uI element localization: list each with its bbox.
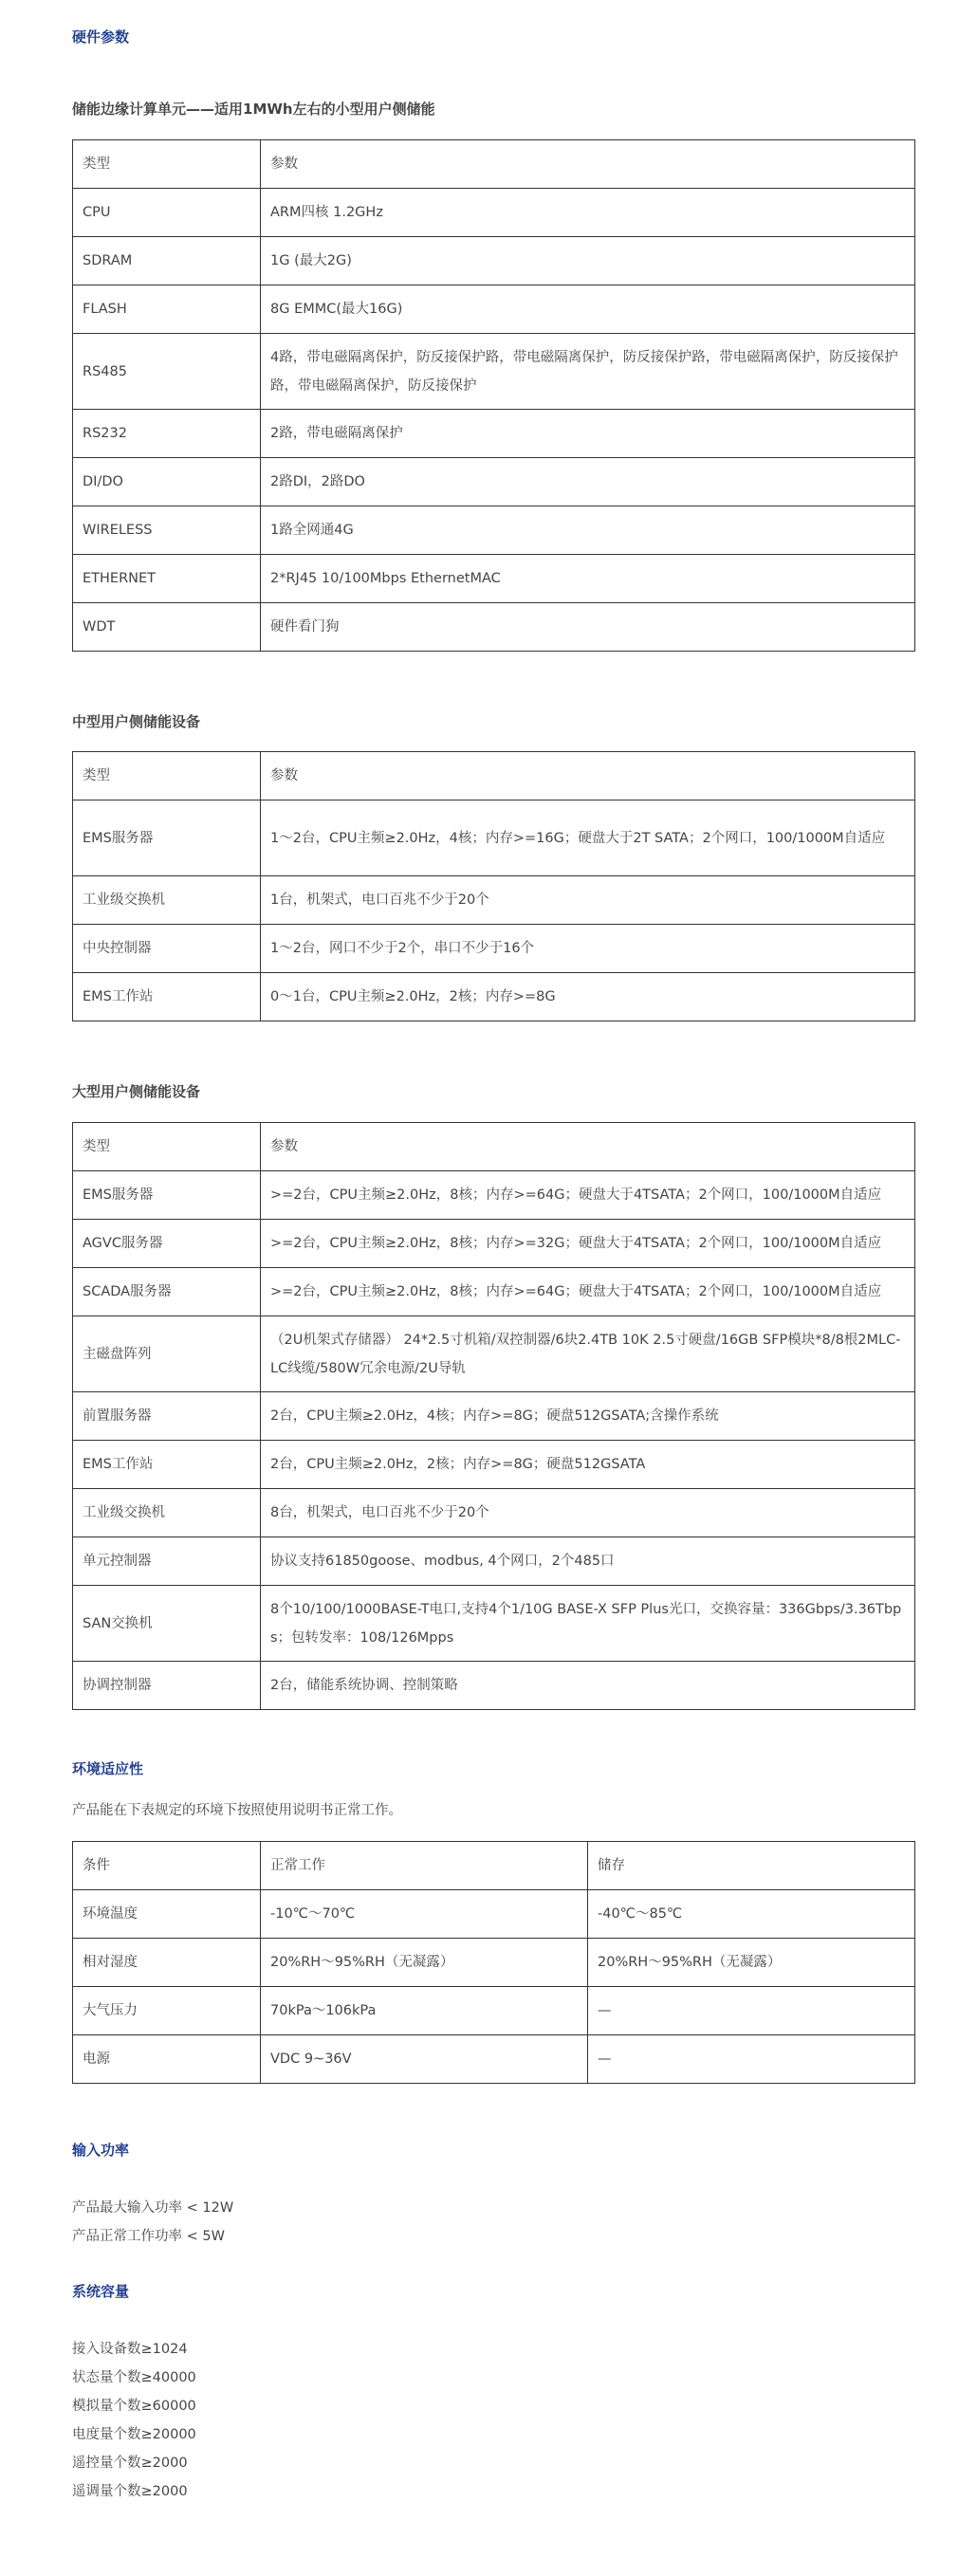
type-cell: SAN交换机 (73, 1586, 261, 1662)
table-header-row (73, 1123, 915, 1171)
type-cell: 协调控制器 (73, 1662, 261, 1710)
list-item: 遥调量个数≥2000 (72, 2484, 188, 2499)
header-cell-param: 参数 (261, 1123, 915, 1171)
param-cell: 协议支持61850goose、modbus, 4个网口，2个485口 (261, 1537, 915, 1586)
capacity-title: 系统容量 (72, 2283, 130, 2300)
param-cell: >=2台，CPU主频≥2.0Hz，8核；内存>=32G；硬盘大于4TSATA；2个网口，100/1000M自适应 (261, 1220, 915, 1268)
table-row (73, 1939, 915, 1987)
list-item: 产品最大输入功率 < 12W (72, 2200, 234, 2216)
normal-cell: -10℃～70℃ (261, 1890, 588, 1939)
param-cell: 4路，带电磁隔离保护，防反接保护路，带电磁隔离保护，防反接保护路，带电磁隔离保护，防反接保护路，带电磁隔离保护，防反接保护 (261, 334, 915, 410)
param-cell: 硬件看门狗 (261, 603, 915, 652)
param-cell: 1台，机架式，电口百兆不少于20个 (261, 876, 915, 925)
header-cell-storage: 储存 (588, 1842, 915, 1890)
power-list (72, 2194, 233, 2251)
table-row (73, 1171, 915, 1220)
normal-cell: VDC 9~36V (261, 2035, 588, 2084)
type-cell: EMS工作站 (73, 1441, 261, 1489)
large-storage-title: 大型用户侧储能设备 (72, 1083, 201, 1100)
table-row (73, 876, 915, 925)
condition-cell: 环境温度 (73, 1890, 261, 1939)
list-item: 状态量个数≥40000 (72, 2370, 196, 2385)
type-cell: EMS工作站 (73, 973, 261, 1021)
table-header-row (73, 752, 915, 800)
param-cell: 1～2台，CPU主频≥2.0Hz，4核；内存>=16G；硬盘大于2T SATA；2个网口，100/1000M自适应 (261, 800, 915, 876)
capacity-list (72, 2335, 196, 2506)
medium-storage-title: 中型用户侧储能设备 (72, 713, 201, 730)
table-header-row (73, 140, 915, 189)
type-cell: FLASH (73, 285, 261, 334)
table-row (73, 410, 915, 458)
header-cell-type: 类型 (73, 140, 261, 189)
table-row (73, 973, 915, 1021)
param-cell: 2*RJ45 10/100Mbps EthernetMAC (261, 555, 915, 603)
table-row (73, 458, 915, 506)
table-row (73, 1441, 915, 1489)
type-cell: RS232 (73, 410, 261, 458)
param-cell: 2台，CPU主频≥2.0Hz，2核；内存>=8G；硬盘512GSATA (261, 1441, 915, 1489)
table-row (73, 555, 915, 603)
type-cell: SCADA服务器 (73, 1268, 261, 1316)
table-row (73, 1220, 915, 1268)
type-cell: WDT (73, 603, 261, 652)
environment-table (72, 1841, 915, 2084)
param-cell: 1～2台，网口不少于2个，串口不少于16个 (261, 925, 915, 973)
table-row (73, 2035, 915, 2084)
table-row (73, 334, 915, 410)
param-cell: 8台，机架式，电口百兆不少于20个 (261, 1489, 915, 1537)
table-row (73, 1392, 915, 1441)
environment-intro: 产品能在下表规定的环境下按照使用说明书正常工作。 (72, 1803, 402, 1818)
table-row (73, 1987, 915, 2035)
normal-cell: 20%RH～95%RH（无凝露） (261, 1939, 588, 1987)
table-row (73, 925, 915, 973)
table-row (73, 1662, 915, 1710)
param-cell: 8G EMMC(最大16G) (261, 285, 915, 334)
type-cell: 工业级交换机 (73, 1489, 261, 1537)
type-cell: DI/DO (73, 458, 261, 506)
table-row (73, 1890, 915, 1939)
param-cell: 1路全网通4G (261, 506, 915, 555)
list-item: 产品正常工作功率 < 5W (72, 2229, 225, 2244)
list-item: 模拟量个数≥60000 (72, 2399, 196, 2414)
table-row (73, 189, 915, 237)
table-row (73, 506, 915, 555)
large-storage-table (72, 1122, 915, 1710)
power-title: 输入功率 (72, 2142, 130, 2159)
param-cell: 2台，储能系统协调、控制策略 (261, 1662, 915, 1710)
hardware-title: 硬件参数 (72, 28, 130, 46)
type-cell: 单元控制器 (73, 1537, 261, 1586)
list-item: 接入设备数≥1024 (72, 2342, 188, 2357)
param-cell: >=2台，CPU主频≥2.0Hz，8核；内存>=64G；硬盘大于4TSATA；2个网口，100/1000M自适应 (261, 1268, 915, 1316)
small-storage-table (72, 139, 915, 652)
param-cell: 2路，带电磁隔离保护 (261, 410, 915, 458)
storage-cell: — (588, 1987, 915, 2035)
table-row (73, 603, 915, 652)
table-row (73, 237, 915, 285)
type-cell: EMS服务器 (73, 1171, 261, 1220)
table-row (73, 285, 915, 334)
list-item: 电度量个数≥20000 (72, 2427, 196, 2442)
type-cell: CPU (73, 189, 261, 237)
param-cell: >=2台，CPU主频≥2.0Hz，8核；内存>=64G；硬盘大于4TSATA；2个网口，100/1000M自适应 (261, 1171, 915, 1220)
param-cell: 2台，CPU主频≥2.0Hz，4核；内存>=8G；硬盘512GSATA;含操作系统 (261, 1392, 915, 1441)
condition-cell: 大气压力 (73, 1987, 261, 2035)
param-cell: 1G (最大2G) (261, 237, 915, 285)
header-cell-type: 类型 (73, 752, 261, 800)
header-cell-condition: 条件 (73, 1842, 261, 1890)
type-cell: 前置服务器 (73, 1392, 261, 1441)
normal-cell: 70kPa～106kPa (261, 1987, 588, 2035)
environment-title: 环境适应性 (72, 1760, 144, 1777)
storage-cell: — (588, 2035, 915, 2084)
type-cell: 工业级交换机 (73, 876, 261, 925)
table-row (73, 1489, 915, 1537)
type-cell: WIRELESS (73, 506, 261, 555)
type-cell: SDRAM (73, 237, 261, 285)
param-cell: 0～1台，CPU主频≥2.0Hz，2核；内存>=8G (261, 973, 915, 1021)
table-row (73, 1537, 915, 1586)
table-row (73, 1268, 915, 1316)
type-cell: 中央控制器 (73, 925, 261, 973)
table-header-row (73, 1842, 915, 1890)
list-item: 遥控量个数≥2000 (72, 2456, 188, 2471)
storage-cell: 20%RH～95%RH（无凝露） (588, 1939, 915, 1987)
param-cell: （2U机架式存储器） 24*2.5寸机箱/双控制器/6块2.4TB 10K 2.5寸硬盘/16GB SFP模块*8/8根2MLC-LC线缆/580W冗余电源/2U导轨 (261, 1316, 915, 1392)
header-cell-type: 类型 (73, 1123, 261, 1171)
small-storage-title: 储能边缘计算单元——适用1MWh左右的小型用户侧储能 (72, 101, 435, 118)
type-cell: 主磁盘阵列 (73, 1316, 261, 1392)
type-cell: AGVC服务器 (73, 1220, 261, 1268)
header-cell-param: 参数 (261, 752, 915, 800)
medium-storage-table (72, 751, 915, 1021)
condition-cell: 相对湿度 (73, 1939, 261, 1987)
type-cell: EMS服务器 (73, 800, 261, 876)
type-cell: RS485 (73, 334, 261, 410)
condition-cell: 电源 (73, 2035, 261, 2084)
header-cell-param: 参数 (261, 140, 915, 189)
table-row (73, 1316, 915, 1392)
header-cell-normal: 正常工作 (261, 1842, 588, 1890)
param-cell: 2路DI，2路DO (261, 458, 915, 506)
storage-cell: -40℃～85℃ (588, 1890, 915, 1939)
table-row (73, 1586, 915, 1662)
table-row (73, 800, 915, 876)
type-cell: ETHERNET (73, 555, 261, 603)
param-cell: 8个10/100/1000BASE-T电口,支持4个1/10G BASE-X SFP Plus光口，交换容量：336Gbps/3.36Tbps；包转发率：108/126Mpps (261, 1586, 915, 1662)
param-cell: ARM四核 1.2GHz (261, 189, 915, 237)
